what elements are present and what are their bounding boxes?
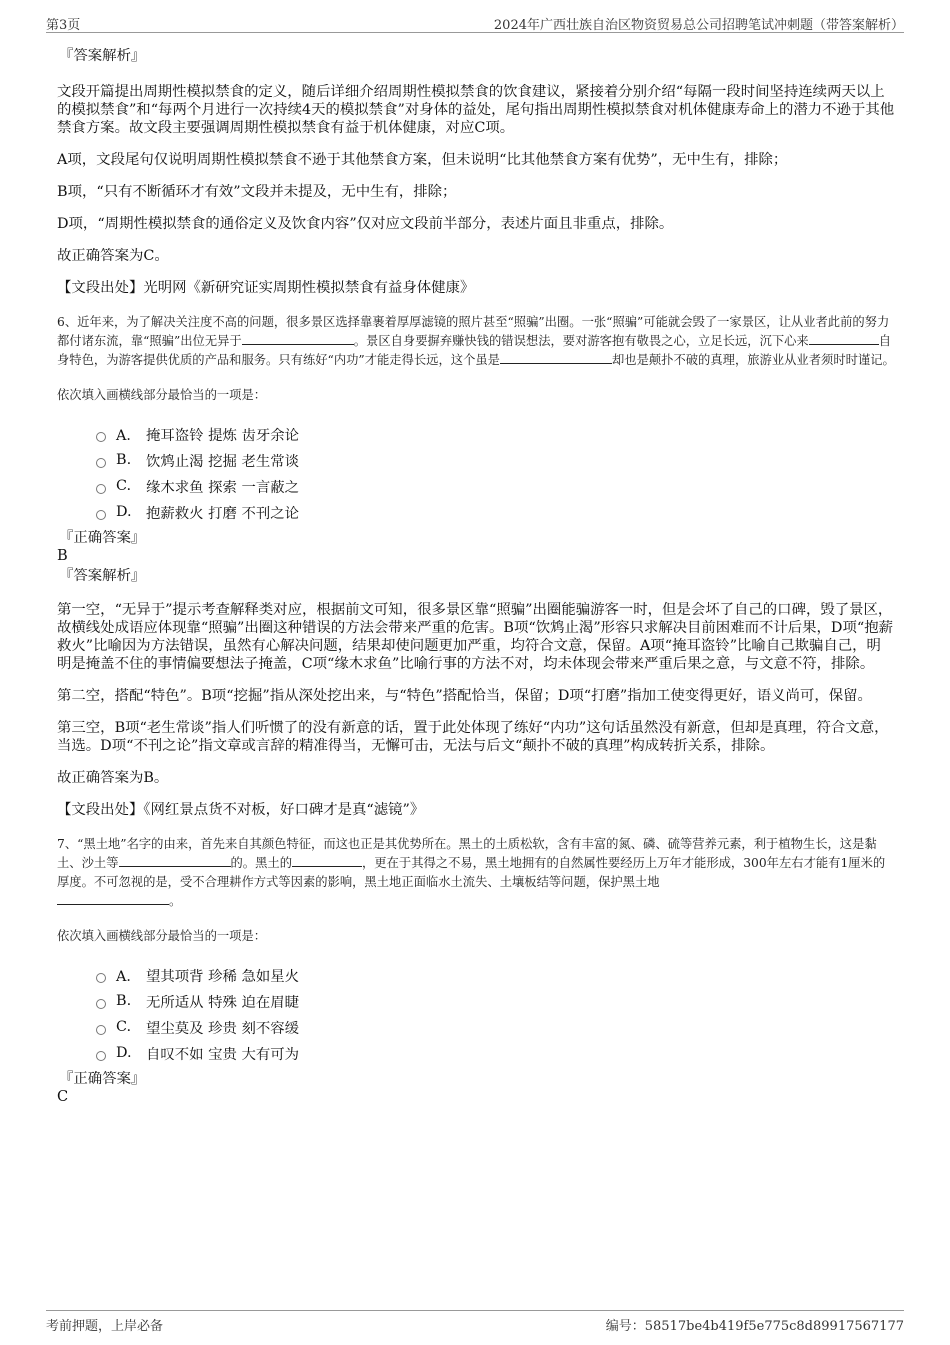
option-c[interactable]: C. 望尘莫及 珍贵 刻不容缓 — [96, 1014, 895, 1040]
radio-icon[interactable] — [96, 999, 106, 1009]
radio-icon[interactable] — [96, 1025, 106, 1035]
passage-source: 【文段出处】《网红景点货不对板，好口碑才是真“滤镜”》 — [57, 802, 425, 818]
blank-line — [57, 892, 169, 905]
question-prompt: 依次填入画横线部分最恰当的一项是： — [57, 388, 267, 402]
document-title: 2024年广西壮族自治区物资贸易总公司招聘笔试冲刺题（带答案解析） — [493, 18, 904, 33]
radio-icon[interactable] — [96, 973, 106, 983]
analysis-paragraph: A项，文段尾句仅说明周期性模拟禁食不逊于其他禁食方案，但未说明“比其他禁食方案有优势”，无中生有，排除； — [57, 152, 788, 168]
document-serial: 编号：58517be4b419f5e775c8d89917567177 — [605, 1319, 904, 1334]
page-footer — [46, 1310, 904, 1333]
analysis-paragraph: 第一空，“无异于”提示考查解释类对应，根据前文可知，很多景区靠“照骗”出圈能骗游客一时，但是会坏了自己的口碑，毁了景区，故横线处成语应体现靠“照骗”出圈这种错误的方法会带来严重的危害。B项“饮鸩止渴”形容只求解决目前困难而不计后果，D项“抱薪救火”比喻因为方法错误，虽然有心解决问题，结果却使问题更加严重，均符合文意，保留。A项“掩耳盗铃”比喻自己欺骗自己，明明是掩盖不住的事情偏要想法子掩盖，C项“缘木求鱼”比喻行事的方法不对，均未体现会带来严重后果之意，与文意不符，排除。 — [57, 602, 893, 672]
correct-answer: B — [57, 547, 68, 564]
analysis-paragraph: 第三空，B项“老生常谈”指人们听惯了的没有新意的话，置于此处体现了练好“内功”这句话虽然没有新意，但却是真理，符合文意，当选。D项“不刊之论”指文章或言辞的精准得当，无懈可击，无法与后文“颠扑不破的真理”构成转折关系，排除。 — [57, 720, 889, 754]
blank-line — [119, 854, 231, 867]
footer-slogan: 考前押题，上岸必备 — [46, 1319, 164, 1334]
question-prompt: 依次填入画横线部分最恰当的一项是： — [57, 929, 267, 943]
radio-icon[interactable] — [96, 458, 106, 468]
question-7-stem: 7、“黑土地”名字的由来，首先来自其颜色特征，而这也正是其优势所在。黑土的土质松软，含有丰富的氮、磷、硫等营养元素，利于植物生长，这是黏土、沙土等 的。黑土的 ，更在于其得之不易，黑土地拥有的自然属性要经历上万年才能形成，300年左右才能有1厘米的厚度。不可忽视的是，受不合理耕作方式等因素的影响，黑土地正面临水土流失、土壤板结等问题，保护黑土地 。 — [57, 837, 886, 908]
correct-answer: C — [57, 1088, 69, 1105]
radio-icon[interactable] — [96, 510, 106, 520]
radio-icon[interactable] — [96, 484, 106, 494]
option-b[interactable]: B. 饮鸩止渴 挖掘 老生常谈 — [96, 447, 895, 473]
page-header — [46, 14, 904, 33]
blank-line — [809, 332, 879, 345]
analysis-label: 『答案解析』 — [59, 568, 146, 584]
radio-icon[interactable] — [96, 1051, 106, 1061]
blank-line — [242, 332, 354, 345]
option-b[interactable]: B. 无所适从 特殊 迫在眉睫 — [96, 988, 895, 1014]
option-d[interactable]: D. 自叹不如 宝贵 大有可为 — [96, 1040, 895, 1066]
option-a[interactable]: A． 望其项背 珍稀 急如星火 — [96, 962, 895, 988]
blank-line — [292, 854, 362, 867]
question-6-options — [96, 421, 895, 525]
question-7-options — [96, 962, 895, 1066]
blank-line — [500, 351, 612, 364]
correct-answer-label: 『正确答案』 — [59, 1071, 146, 1087]
analysis-paragraph: 文段开篇提出周期性模拟禁食的定义，随后详细介绍周期性模拟禁食的饮食建议，紧接着分别介绍“每隔一段时间坚持连续两天以上的模拟禁食”和“每两个月进行一次持续4天的模拟禁食”对身体的益处，尾句指出周期性模拟禁食对机体健康寿命上的潜力不逊于其他禁食方案。故文段主要强调周期性模拟禁食有益于机体健康，对应C项。 — [57, 84, 895, 136]
radio-icon[interactable] — [96, 432, 106, 442]
option-c[interactable]: C. 缘木求鱼 探索 一言蔽之 — [96, 473, 895, 499]
option-d[interactable]: D. 抱薪救火 打磨 不刊之论 — [96, 499, 895, 525]
question-6-stem: 6、近年来，为了解决关注度不高的问题，很多景区选择靠裹着厚厚滤镜的照片甚至“照骗”出圈。一张“照骗”可能就会毁了一家景区，让从业者此前的努力都付诸东流，靠“照骗”出位无异于 。景区自身要摒弃赚快钱的错误想法，要对游客抱有敬畏之心，立足长远，沉下心来 自身特色，为游客提供优质的产品和服务。只有练好“内功”才能走得长远，这个虽是 却也是颠扑不破的真理，旅游业从业者须时时谨记。 — [57, 315, 895, 367]
page-number: 第3页 — [46, 18, 81, 33]
answer-conclusion: 故正确答案为B。 — [57, 770, 169, 786]
passage-source: 【文段出处】光明网《新研究证实周期性模拟禁食有益身体健康》 — [57, 280, 475, 296]
option-a[interactable]: A． 掩耳盗铃 提炼 齿牙余论 — [96, 421, 895, 447]
answer-conclusion: 故正确答案为C。 — [57, 248, 169, 264]
analysis-paragraph: D项，“周期性模拟禁食的通俗定义及饮食内容”仅对应文段前半部分，表述片面且非重点，排除。 — [57, 216, 674, 232]
analysis-label: 『答案解析』 — [59, 48, 146, 64]
analysis-paragraph: 第二空，搭配“特色”。B项“挖掘”指从深处挖出来，与“特色”搭配恰当，保留；D项“打磨”指加工使变得更好，语义尚可，保留。 — [57, 688, 872, 704]
correct-answer-label: 『正确答案』 — [59, 530, 146, 546]
analysis-paragraph: B项，“只有不断循环才有效”文段并未提及，无中生有，排除； — [57, 184, 457, 200]
document-body — [57, 45, 895, 1106]
